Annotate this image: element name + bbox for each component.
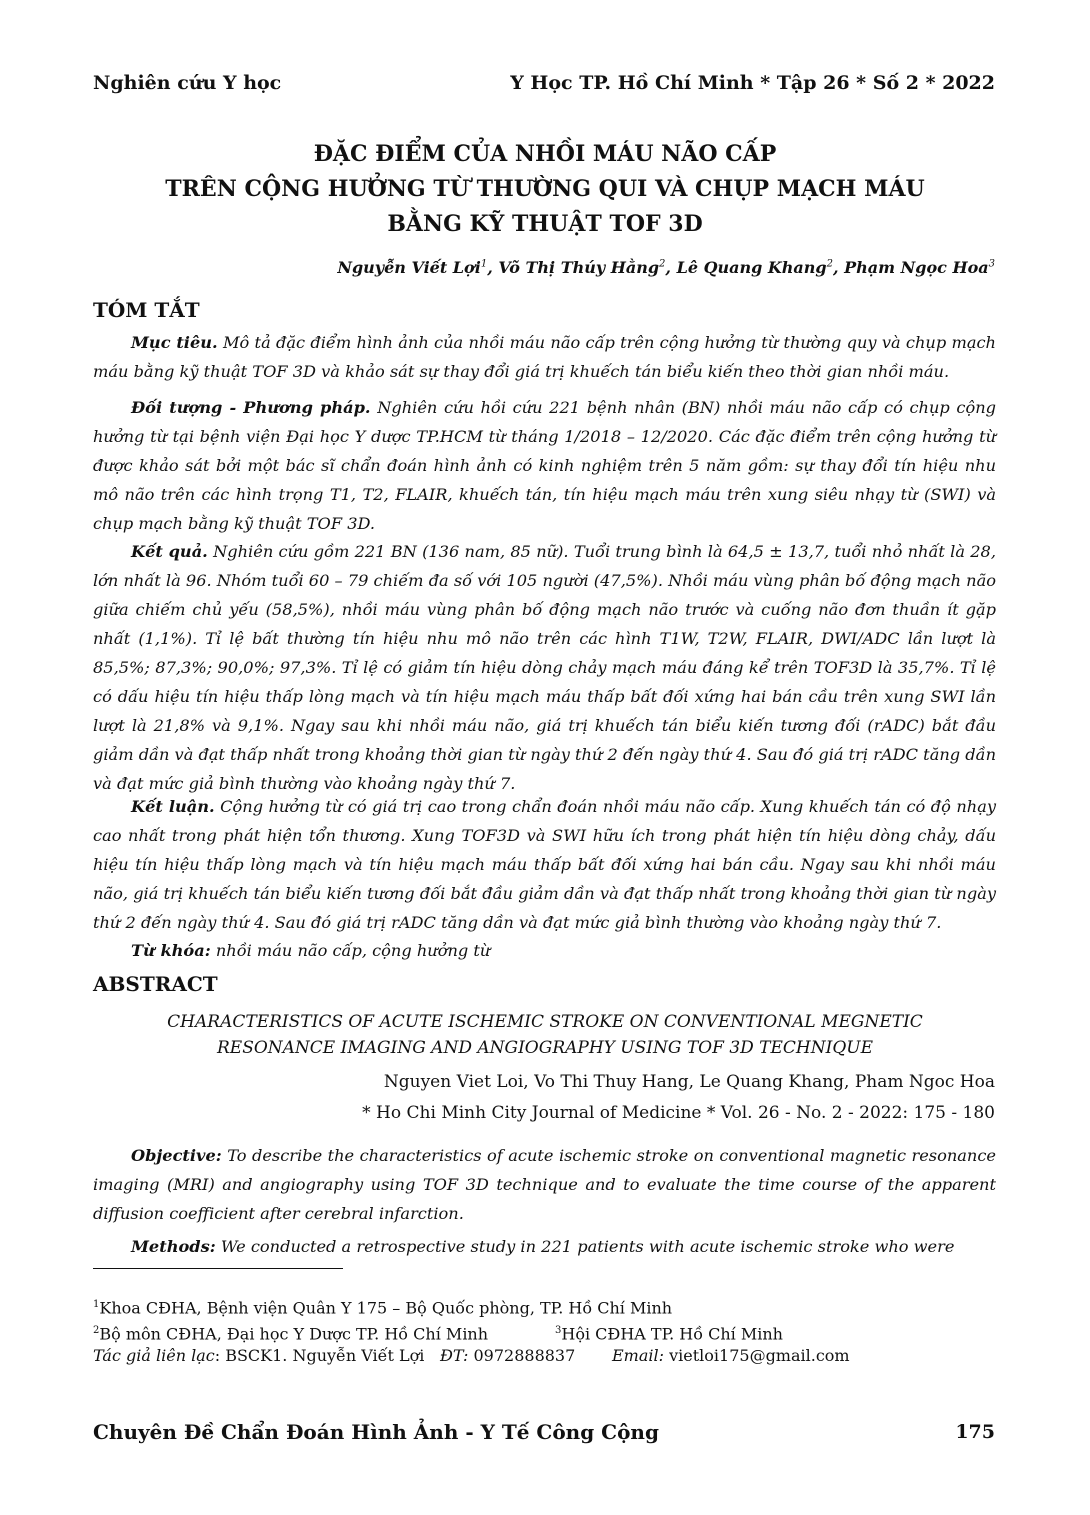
methods-text: We conducted a retrospective study in 221 patients with acute ischemic stroke who were (220, 1237, 955, 1256)
affiliation-mark: 1 (480, 258, 488, 270)
email-address: vietloi175@gmail.com (664, 1346, 850, 1365)
english-title-line-1: CHARACTERISTICS OF ACUTE ISCHEMIC STROKE ON CONVENTIONAL MEGNETIC (167, 1012, 923, 1032)
contact-label: Tác giả liên lạc (93, 1346, 215, 1365)
corresponding-author (93, 1344, 424, 1368)
ketluan-text: Cộng hưởng từ có giá trị cao trong chẩn đoán nhồi máu não cấp. Xung khuếch tán có độ nhạy cao nhất trong phát hiện tổn thương. Xung TOF3D và SWI hữu ích trong phát hiện tín hiệu dòng chảy, dấu hiệu tín hiệu thấp lòng mạch và tín hiệu mạch máu thấp bất đối xứng hai bán cầu. Ngay sau khi nhồi máu não, giá trị khuếch tán biểu kiến tương đối bắt đầu giảm dần và đạt thấp nhất trong khoảng thời gian từ ngày thứ 2 đến ngày thứ 4. Sau đó giá trị rADC tăng dần và đạt mức giả bình thường vào khoảng ngày thứ 7. (93, 797, 996, 932)
email-label: Email: (612, 1346, 665, 1365)
title-line-2: TRÊN CỘNG HƯỞNG TỪ THƯỜNG QUI VÀ CHỤP MẠCH MÁU (165, 176, 925, 202)
running-footer: Chuyên Đề Chẩn Đoán Hình Ảnh - Y Tế Công Cộng (93, 1420, 659, 1444)
author-name: Phạm Ngọc Hoa (844, 258, 989, 277)
keywords-paragraph (93, 936, 996, 965)
objective-text: To describe the characteristics of acute ischemic stroke on conventional magnetic resonance imaging (MRI) and angiography using TOF 3D technique and to evaluate the time course of the apparent diffusion coefficient after cerebral infarction. (93, 1146, 996, 1223)
keywords-lead: Từ khóa: (131, 941, 211, 960)
citation-line: * Ho Chi Minh City Journal of Medicine * Vol. 26 - No. 2 - 2022: 175 - 180 (362, 1103, 995, 1123)
title-line-3: BẰNG KỸ THUẬT TOF 3D (387, 211, 703, 237)
affiliation-mark: 3 (988, 258, 995, 270)
footnote-2 (93, 1319, 488, 1346)
ketluan-lead: Kết luận. (131, 797, 215, 816)
affiliation-mark: 2 (659, 258, 666, 270)
methods-paragraph (93, 1232, 996, 1261)
contact-name: : BSCK1. Nguyễn Viết Lợi (214, 1346, 425, 1365)
methods-lead: Methods: (131, 1237, 216, 1256)
objective-lead: Objective: (131, 1146, 222, 1165)
running-header-left: Nghiên cứu Y học (93, 72, 282, 94)
english-title (100, 1010, 990, 1061)
page-number: 175 (955, 1421, 995, 1443)
footnote-text: Khoa CĐHA, Bệnh viện Quân Y 175 – Bộ Quốc phòng, TP. Hồ Chí Minh (99, 1298, 673, 1318)
title-line-1: ĐẶC ĐIỂM CỦA NHỒI MÁU NÃO CẤP (313, 141, 777, 167)
phone-line (440, 1344, 575, 1368)
doituong-text: Nghiên cứu hồi cứu 221 bệnh nhân (BN) nhồi máu não cấp có chụp cộng hưởng từ tại bệnh viện Đại học Y dược TP.HCM từ tháng 1/2018 – 12/2020. Các đặc điểm trên cộng hưởng từ được khảo sát bởi một bác sĩ chẩn đoán hình ảnh có kinh nghiệm trên 5 năm gồm: sự thay đổi tín hiệu nhu mô não trên các hình trọng T1, T2, FLAIR, khuếch tán, tín hiệu mạch máu trên xung siêu nhạy từ (SWI) và chụp mạch bằng kỹ thuật TOF 3D. (93, 398, 996, 533)
muctieu-paragraph (93, 328, 996, 386)
author-name: Võ Thị Thúy Hằng (498, 258, 660, 277)
keywords-text: nhồi máu não cấp, cộng hưởng từ (215, 941, 491, 960)
muctieu-text: Mô tả đặc điểm hình ảnh của nhồi máu não cấp trên cộng hưởng từ thường quy và chụp mạch máu bằng kỹ thuật TOF 3D và khảo sát sự thay đổi giá trị khuếch tán biểu kiến theo thời gian nhồi máu. (93, 333, 996, 381)
english-authors: Nguyen Viet Loi, Vo Thi Thuy Hang, Le Quang Khang, Pham Ngoc Hoa (383, 1072, 995, 1092)
tomtat-heading: TÓM TẮT (93, 298, 200, 322)
footnote-1 (93, 1293, 672, 1320)
article-title (90, 137, 1000, 242)
author-name: Lê Quang Khang (676, 258, 827, 277)
footnote-text: Bộ môn CĐHA, Đại học Y Dược TP. Hồ Chí Minh (99, 1324, 489, 1344)
affiliation-mark: 2 (826, 258, 833, 270)
english-title-line-2: RESONANCE IMAGING AND ANGIOGRAPHY USING TOF 3D TECHNIQUE (216, 1037, 874, 1058)
footnote-3 (555, 1319, 783, 1346)
author-name: Nguyễn Viết Lợi (337, 258, 481, 277)
ketqua-lead: Kết quả. (131, 542, 208, 561)
doituong-lead: Đối tượng - Phương pháp. (131, 398, 371, 417)
footnote-mark: 2 (93, 1325, 100, 1336)
email-line (612, 1344, 850, 1368)
footnote-divider (93, 1268, 343, 1269)
footnote-mark: 3 (555, 1325, 562, 1336)
objective-paragraph (93, 1141, 996, 1228)
footnote-mark: 1 (93, 1299, 100, 1310)
doituong-paragraph (93, 393, 996, 538)
phone-label: ĐT: (440, 1346, 469, 1365)
author-list: Nguyễn Viết Lợi$^1$, Võ Thị Thúy Hằng$^2$, Lê Quang Khang$^2$, Phạm Ngọc Hoa$^3$ (337, 258, 995, 277)
ketqua-paragraph (93, 537, 996, 798)
footnote-text: Hội CĐHA TP. Hồ Chí Minh (561, 1324, 783, 1344)
phone-number: 0972888837 (468, 1346, 576, 1365)
muctieu-lead: Mục tiêu. (131, 333, 218, 352)
abstract-heading: ABSTRACT (93, 972, 218, 996)
ketluan-paragraph (93, 792, 996, 937)
ketqua-text: Nghiên cứu gồm 221 BN (136 nam, 85 nữ). Tuổi trung bình là 64,5 ± 13,7, tuổi nhỏ nhất là 28, lớn nhất là 96. Nhóm tuổi 60 – 79 chiếm đa số với 105 người (47,5%). Nhồi máu vùng phân bố động mạch não giữa chiếm chủ yếu (58,5%), nhồi máu vùng phân bố động mạch não trước và cuống não đơn thuần ít gặp nhất (1,1%). Tỉ lệ bất thường tín hiệu nhu mô não trên các hình T1W, T2W, FLAIR, DWI/ADC lần lượt là 85,5%; 87,3%; 90,0%; 97,3%. Tỉ lệ có giảm tín hiệu dòng chảy mạch máu đáng kể trên TOF3D là 35,7%. Tỉ lệ có dấu hiệu tín hiệu thấp lòng mạch và tín hiệu mạch máu thấp bất đối xứng hai bán cầu trên xung SWI lần lượt là 21,8% và 9,1%. Ngay sau khi nhồi máu não, giá trị khuếch tán biểu kiến tương đối (rADC) bắt đầu giảm dần và đạt thấp nhất trong khoảng thời gian từ ngày thứ 2 đến ngày thứ 4. Sau đó giá trị rADC tăng dần và đạt mức giả bình thường vào khoảng ngày thứ 7. (93, 542, 996, 793)
running-header-right: Y Học TP. Hồ Chí Minh * Tập 26 * Số 2 * 2022 (510, 72, 995, 94)
